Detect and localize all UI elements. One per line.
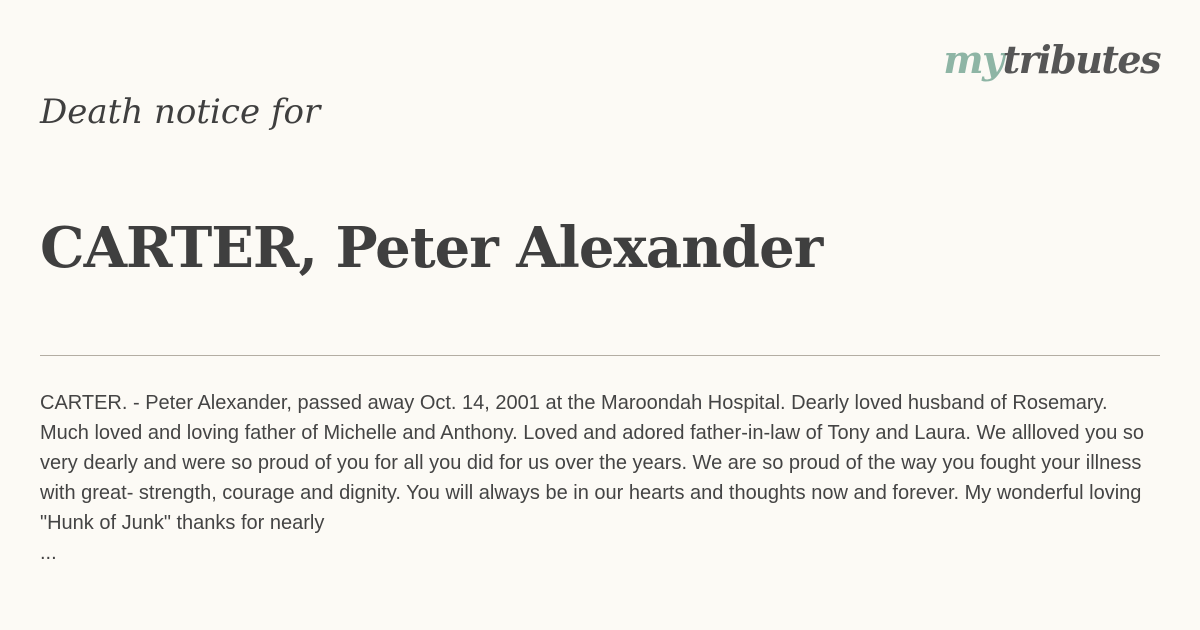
notice-heading: Death notice for (40, 92, 321, 132)
deceased-name: CARTER, Peter Alexander (40, 215, 823, 281)
notice-ellipsis: ... (40, 542, 57, 564)
logo-tributes: tributes (1002, 37, 1160, 82)
notice-text: CARTER. - Peter Alexander, passed away Oct. 14, 2001 at the Maroondah Hospital. Dearly loved husband of Rosemary. Much loved and loving father of Michelle and Anthony. Loved and adored father-in-law of Tony and Laura. We allloved you so very dearly and were so proud of you for all you did for us over the years. We are so proud of the way you fought your illness with great- strength, courage and dignity. You will always be in our hearts and thoughts now and forever. My wonderful loving "Hunk of Junk" thanks for nearly (40, 392, 1145, 534)
notice-body (40, 388, 1160, 568)
mytributes-logo (943, 34, 1160, 86)
logo-my: my (943, 37, 1003, 82)
divider (40, 355, 1160, 356)
